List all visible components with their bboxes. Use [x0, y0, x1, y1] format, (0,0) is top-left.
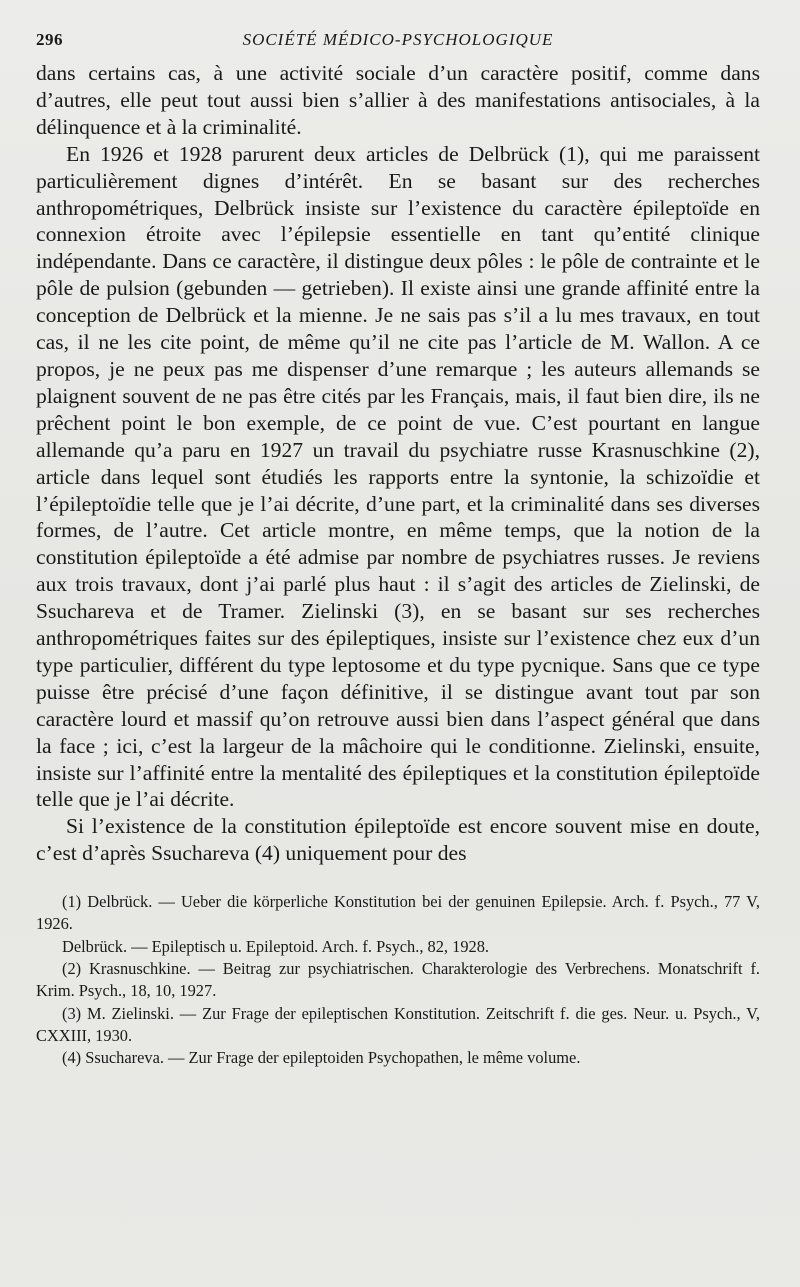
footnotes [36, 891, 760, 1069]
running-head: SOCIÉTÉ MÉDICO-PSYCHOLOGIQUE [242, 30, 554, 49]
paragraph-delbruck: En 1926 et 1928 parurent deux articles de Delbrück (1), qui me paraissent particulièrement dignes d’intérêt. En se basant sur des recherches anthropométriques, Delbrück insiste sur l’existence du caractère épileptoïde en connexion étroite avec l’épilepsie essentielle en tant qu’entité clinique indépendante. Dans ce caractère, il distingue deux pôles : le pôle de contrainte et le pôle de pulsion (gebunden — getrieben). Il existe ainsi une grande affinité entre la conception de Delbrück et la mienne. Je ne sais pas s’il a lu mes travaux, en tout cas, il ne les cite point, de même qu’il ne cite pas l’article de M. Wallon. A ce propos, je ne peux pas me dispenser d’une remarque ; les auteurs allemands se plaignent souvent de ne pas être cités par les Français, mais, il faut bien dire, ils ne prêchent point le bon exemple, de ce point de vue. C’est pourtant en langue allemande qu’a paru en 1927 un travail du psychiatre russe Krasnuschkine (2), article dans lequel sont étudiés les rapports entre la syntonie, la schizoïdie et l’épileptoïdie telle que je l’ai décrite, d’une part, et la criminalité dans ses diverses formes, de l’autre. Cet article montre, en même temps, que la notion de la constitution épileptoïde a été admise par nombre de psychiatres russes. Je reviens aux trois travaux, dont j’ai parlé plus haut : il s’agit des articles de Zielinski, de Ssuchareva et de Tramer. Zielinski (3), en se basant sur ses recherches anthropométriques faites sur des épileptiques, insiste sur l’existence chez eux d’un type particulier, différent du type leptosome et du type pycnique. Sans que ce type puisse être précisé d’une façon définitive, il se distingue avant tout par son caractère lourd et massif qu’on retrouve aussi bien dans l’aspect général que dans la face ; ici, c’est la largeur de la mâchoire qui le conditionne. Zielinski, ensuite, insiste sur l’affinité entre la mentalité des épileptiques et la constitution épileptoïde telle que je l’ai décrite. [36, 141, 760, 812]
footnote-3: (3) M. Zielinski. — Zur Frage der epileptischen Konstitution. Zeitschrift f. die ges. Neur. u. Psych., V, CXXIII, 1930. [36, 1003, 760, 1045]
footnote-1b: Delbrück. — Epileptisch u. Epileptoid. Arch. f. Psych., 82, 1928. [62, 936, 490, 956]
page-number: 296 [36, 30, 63, 49]
page-header [36, 26, 760, 60]
body-text [36, 60, 760, 867]
footnote-4: (4) Ssuchareva. — Zur Frage der epileptoiden Psychopathen, le même volume. [62, 1048, 581, 1068]
footnote-1: (1) Delbrück. — Ueber die körperliche Konstitution bei der genuinen Epilepsie. Arch. f. Psych., 77 V, 1926. [36, 892, 760, 934]
footnote-2: (2) Krasnuschkine. — Beitrag zur psychiatrischen. Charakterologie des Verbrechens. Monatschrift f. Krim. Psych., 18, 10, 1927. [36, 959, 760, 1001]
paragraph-ssuchareva: Si l’existence de la constitution épileptoïde est encore souvent mise en doute, c’est d’après Ssuchareva (4) uniquement pour des [36, 814, 760, 866]
paragraph-continuation: dans certains cas, à une activité sociale d’un caractère positif, comme dans d’autres, elle peut tout aussi bien s’allier à des manifestations antisociales, à la délinquence et à la criminalité. [36, 61, 760, 139]
